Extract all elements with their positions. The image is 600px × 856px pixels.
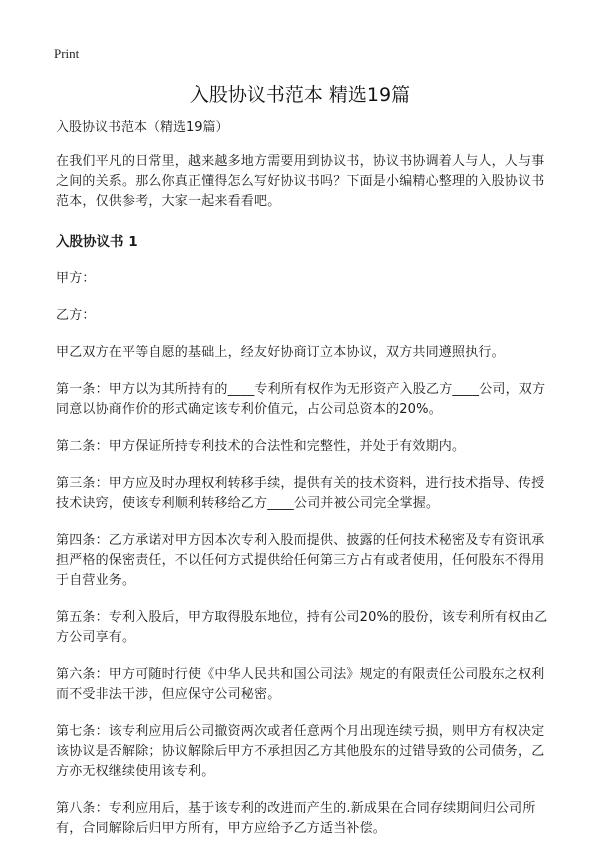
document-subtitle: 入股协议书范本（精选19篇） [56,120,229,135]
intro-paragraph: 在我们平凡的日常里，越来越多地方需要用到协议书，协议书协调着人与人，人与事之间的关系。那么你真正懂得怎么写好协议书吗？下面是小编精心整理的入股协议书范本，仅供参考，大家一起来看看吧。 [56,154,545,209]
clause-5: 第五条：专利入股后，甲方取得股东地位，持有公司20%的股份，该专利所有权由乙方公司享有。 [56,610,548,645]
document-title: 入股协议书范本 精选19篇 [189,84,411,106]
party-a-line: 甲方： [56,271,96,286]
clause-6: 第六条：甲方可随时行使《中华人民共和国公司法》规定的有限责任公司股东之权利而不受非法干涉，但应保守公司秘密。 [56,667,545,702]
preamble-paragraph: 甲乙双方在平等自愿的基础上，经友好协商订立本协议，双方共同遵照执行。 [56,345,505,360]
clause-8: 第八条：专利应用后，基于该专利的改进而产生的.新成果在合同存续期间归公司所有，合同解除后归甲方所有，甲方应给予乙方适当补偿。 [56,801,536,836]
clause-2: 第二条：甲方保证所持专利技术的合法性和完整性，并处于有效期内。 [56,439,466,454]
party-b-line: 乙方： [56,308,96,323]
clause-7: 第七条：该专利应用后公司撤资两次或者任意两个月出现连续亏损，则甲方有权决定该协议是否解除；协议解除后甲方不承担因乙方其他股东的过错导致的公司债务，乙方亦无权继续使用该专利。 [56,724,545,779]
section-heading: 入股协议书 1 [56,234,138,250]
document-body [56,118,548,856]
print-link[interactable]: Print [54,46,80,61]
clause-4: 第四条：乙方承诺对甲方因本次专利入股而提供、披露的任何技术秘密及专有资讯承担严格的保密责任，不以任何方式提供给任何第三方占有或者使用，任何股东不得用于自营业务。 [56,533,545,588]
clause-3: 第三条：甲方应及时办理权利转移手续，提供有关的技术资料，进行技术指导、传授技术诀窍，使该专利顺利转移给乙方____公司并被公司完全掌握。 [56,476,545,511]
clause-1: 第一条：甲方以为其所持有的____专利所有权作为无形资产入股乙方____公司，双方同意以协商作价的形式确定该专利价值元，占公司总资本的20%。 [56,382,546,417]
